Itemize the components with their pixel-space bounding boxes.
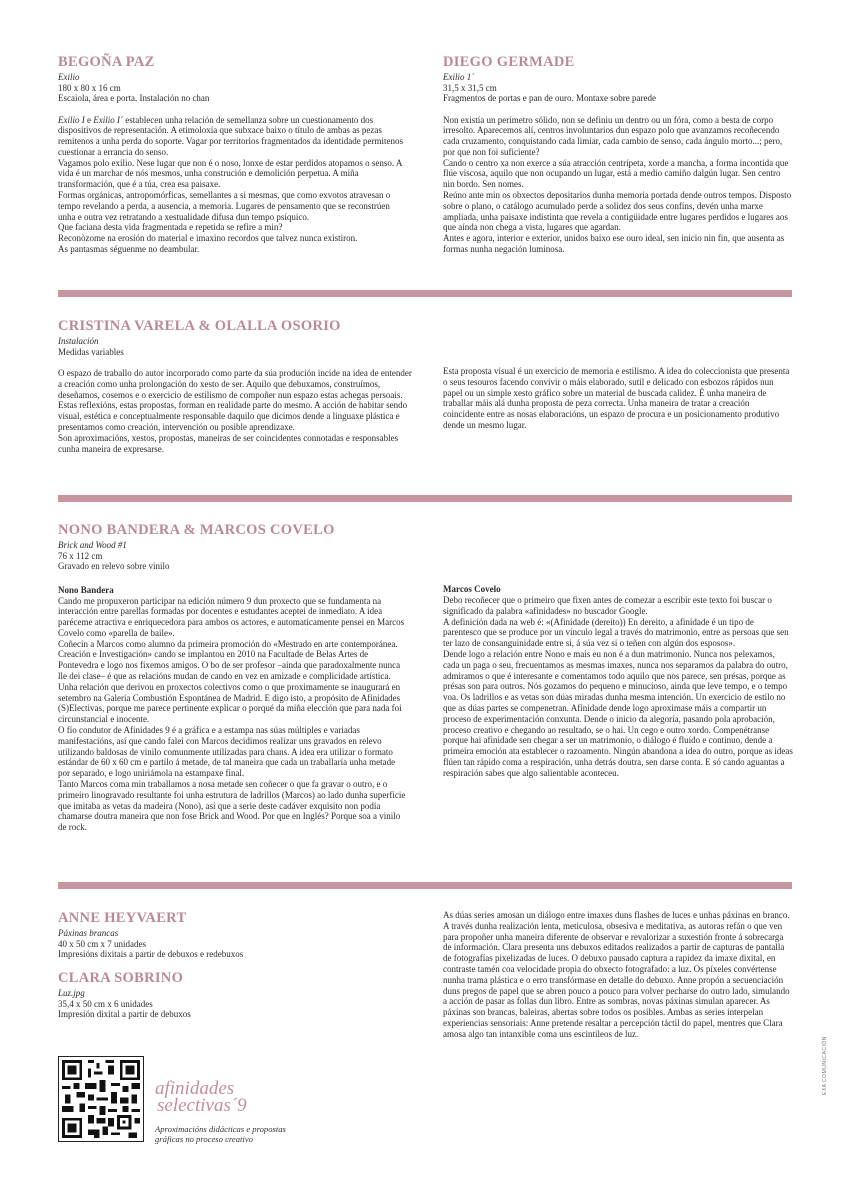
artist-text-right [443,910,793,1040]
artwork-title: Exilio 1´ [443,72,475,82]
logo-line-1: afinidades [155,1078,235,1099]
section-divider [58,882,792,889]
author-subheading: Marcos Covelo [443,584,501,594]
artwork-title: Páxinas brancas [58,928,119,938]
artwork-medium: Impresión dixital a partir de debuxos [58,1009,191,1019]
artwork-medium: Escaiola, área e porta. Instalación no chan [58,93,210,103]
artwork-dimensions: 180 x 80 x 16 cm [58,82,121,93]
artist-text: Esta proposta visual é un exercicio de memoria e estilismo. A idea do coleccionista que presenta o seus tesouros facendo convivir o máis elaborado, sutil e delicado con esbozos rápidos nun papel ou un simple xesto gráfico sobre un material de buscada calidez. É unha maneira de traballar máis alá dunha proposta de peza correcta. Unha maneira de tratar a creación coincidente entre as nosas elaboracións, un espazo de procura e un posicionamento produtivo dende un mesmo lugar. [443,366,790,430]
artwork-dimensions: Medidas variables [58,346,124,357]
artist-name: CRISTINA VARELA & OLALLA OSORIO [58,318,341,334]
section-divider [58,290,792,297]
artwork-dimensions: 76 x 112 cm [58,550,103,561]
artist-name: BEGOÑA PAZ [58,54,155,70]
artist-name: DIEGO GERMADE [443,54,575,70]
artwork-title: Brick and Wood #1 [58,540,127,550]
artist-text: Exilio I e Exilio I´ establecen unha relación de semellanza sobre un cuestionamento dos dispositivos de representación. A etimoloxía que subxace baixo o título de ambas as pezas remitenos a unha perda do soporte. Vagar por territorios fragmentados da identidade permitenos cuestionar a errancia do senso. Vagamos polo exilio. Nese lugar que non é o noso, lonxe de estar perdidos atopamos o senso. A vida é un marchar de nós mesmos, unha construción e demolición perpetua. A miña transformación, que é a túa, crea esa paisaxe. Formas orgánicas, antropomórficas, semellantes a si mesmas, que como exvotos atravesan o tempo revelando a perda, a ausencia, a memoria. Lugares de pensamento que se reconstrúen unha e outra vez retratando a xestualidade difusa dun tempo psíquico. Que faciana desta vida fragmentada e repetida se refire a min? Reconòzome na erosión do material e imaxino recordos que talvez nunca existiron. As pantasmas séguenme no deambular. [58,114,403,255]
artwork-medium: Gravado en relevo sobre vinilo [58,561,170,571]
artist-text: Cando me propuxeron participar na edición número 9 dun proxecto que se fundamenta na interacción entre parellas formadas por docentes e estudantes aceptei de inmediato. A idea parécemе atractiva e enriquecedora para ambos os actores, e automaticamente pensei en Marcos Covelo como «parella de baile». Coñecín a Marcos como alumno da primeira promoción do «Mestrado en arte contemporánea. Creación e Investigación» cando se implantou en 2010 na Facultade de Belas Artes de Pontevedra e logo nos fixemos amigos. O bo de ser profesor –ainda que paradoxalmente nunca lle dei clase– é que as relacións mudan de cando en vez en amizade e complicidade artística. Unha relación que derivou en proxectos colectivos como o que proximamente se inaugurará en setembro na Galería Combustión Espontánea de Madrid. E digo isto, a propósito de Afinidades (S)Electivas, porque me parece pertinente explicar o porqué da miña elección que para nada foi circunstancial e inocente. O fío condutor de Afinidades 9 é a gráfica e a estampa nas súas múltiples e variadas manifestacións, así que cando falei con Marcos decidimos realizar uns gravados en relevo utilizando baldosas de vinilo comunmente utilizadas para chans. A idea era utilizar o formato estándar de 60 x 60 cm e partilo á metade, de tal maneira que cada un traballaría unha metade por separado, e logo uniriámola na estampaxe final. Tanto Marcos coma min traballamos a nosa metade sen coñecer o que fa gravar o outro, e o primeiro linogravado resultante foi unha estrutura de ladrillos (Marcos) ao lado dunha superficie que imitaba as vetas da madeira (Nono), así que a serie deste cadáver exquisito non podía chamarse doutra maneira que non fose Brick and Wood. Por que en Inglés? Porque soa a vinilo de rock. [58,595,406,833]
section-divider [58,495,792,502]
qr-code-icon[interactable] [58,1056,144,1142]
artwork-dimensions: 35,4 x 50 cm x 6 unidades [58,998,153,1009]
artist-block-anne-heyvaert [58,910,418,960]
tagline-line-2: gráficas no proceso creativo [155,1134,253,1144]
artist-block-diego-germade [443,54,793,255]
artist-block-begona-paz [58,54,408,255]
artwork-title: Instalación [58,336,99,346]
artist-text: Non existía un perímetro sólido, non se definiu un dentro ou un fóra, como a besta de corpo irresolto. Aparecemos alí, centros involuntarios dun espazo polo que avanzamos recoñecendo cada cruzamento, conquistando cada limiar, cada cambio de senso, cada ángulo morto...; pero, por que non foi suficiente? Cando o centro xa non exerce a súa atracción centrípeta, xorde a mancha, a forma incontida que flúe viscosa, aquilo que non ocupando un lugar, está a medio camiño dalgún lugar. Sen centro nin bordo. Sen nomes. Reúno ante min os obxectos depositarios dunha memoria portada dende outros tempos. Disposto sobre o plano, o catálogo acumulado perde a solidez dos seus confíns, devén unha marxe ampliada, unha paisaxe indistinta que revela a contigüidade entre lugares perdidos e lugares aos que aínda non chega a vista, lugares que agardan. Antes e agora, interior e exterior, unidos baixo ese ouro ideal, sen inicio nin fin, que ausenta as formas nunha negación luminosa. [443,114,792,255]
artist-text: As dúas series amosan un diálogo entre imaxes duns flashes de luces e unhas páxinas en branco. A través dunha realización lenta, meticulosa, obsesiva e meditativa, as autoras refán o que ven para propoñer unha maneira diferente de observar e revalorizar a suxestión fronte á sobrecarga de información. Clara presenta uns debuxos editados realizados a partir de capturas de pantalla de fotografías pixelizadas de luces. O debuxo pausado captura a rapidez da imaxe dixital, en contraste tamén coa velocidade propia do obxecto fotografado: a luz. Os píxeles convértense nunha trama plástica e o erro transfórmase en detalle do debuxo. Anne propón a secuenciación duns pregos de papel que se abren pouco a pouco para volver pecharse do outro lado, simulando a acción de pasar as follas dun libro. Entre as sombras, novas páxinas simulan aparecer. As páxinas son brancas, baleiras, abertas sobre todos os posibles. Ambas as series interpelan experiencias sensoriais: Anne pretende resaltar a percepción táctil do papel, mentres que Clara amosa algo tan intanxible coma uns escintileos de luz. [443,910,790,1039]
artist-block-bandera-covelo [58,522,408,833]
artwork-dimensions: 31,5 x 31,5 cm [443,82,497,93]
artist-name: NONO BANDERA & MARCOS COVELO [58,522,335,538]
author-subheading: Nono Bandera [58,584,114,595]
artist-text-right [443,366,791,431]
tagline-line-1: Aproximacións didácticas e propostas [155,1124,286,1134]
artwork-title: Luz.jpg [58,988,85,998]
design-credit: EXA COMUNICACIÓN [822,1036,828,1095]
artwork-title: Exilio [58,72,80,82]
afinidades-logo [155,1080,247,1114]
author-block-marcos-covelo [443,584,793,779]
artist-name: CLARA SOBRINO [58,970,184,986]
artist-block-clara-sobrino [58,970,418,1020]
artist-text: Debo recoñecer que o primeiro que fixen antes de comezar a escribir este texto foi buscar o significado da palabra «afinidades» no buscador Google. A definición dada na web é: «(Afinidade (dereito)) En dereito, a afinidade é un tipo de parentesco que se produce por un vínculo legal a través do matrimonio, entre as persoas que sen ter lazo de consanguinidade entre si, á súa vez si o teñen con algún dos esposos». Dende logo a relación entre Nono e mais eu non é a dun matrimonio. Nunca nos pelexamos, cada un paga o seu, frecuentamos as mesmas imaxes, nunca nos separamos da palabra do outro, admiramos o que é interesante e comentamos todo aquilo que nos parece, sen présas, porque as présas son para outros. Nós gozamos do pequeno e minucioso, ainda que leve tempo, e o tempo voa. Os ladrillos e as vetas son dúas miradas dunha mesma intención. Un exercicio de estilo no que as dúas partes se compenetran. Afinidade dende logo aproximase máis a compartir un proceso de experimentación conxunta. Dende o inicio da alegoría, pasando pola aprobación, proceso creativo e chegando ao resultado, se o hai. Un cego e outro xordo. Compenétranse porque hai afinidade sen chegar a ser un matrimonio, o diálogo é fluído e continuo, dende a primeira emoción ata establecer o razoamento. Ningún abandona a idea do outro, porque as ideas flúen tan rápido coma a respiración, unha detrás doutra, sen darse conta. E só cando aguantas a respiración sabes que algo salientable aconteceu. [443,595,793,778]
artist-name: ANNE HEYVAERT [58,910,187,926]
artwork-medium: Fragmentos de portas e pan de ouro. Montaxe sobre parede [443,93,656,103]
artwork-medium: Impresións dixitais a partir de debuxos e redebuxos [58,949,244,959]
logo-line-2: selectivas´9 [157,1095,247,1116]
artist-block-varela-osorio [58,318,418,454]
logo-tagline [155,1124,286,1144]
artwork-dimensions: 40 x 50 cm x 7 unidades [58,938,146,949]
artist-text: O espazo de traballo do autor incorporado como parte da súa produción incide na idea de entender a creación como unha prolongación do xesto de ser. Aquilo que debuxamos, construímos, deseñamos, cosemos e o exercicio de estilismo de compoñer nun espazo estas achegas persoais. Estas reflexións, estas propostas, forman en realidade parte do mesmo. A acción de habitar sendo visual, estética e conceptualmente responsable daquilo que dicimos dende a linguaxe plástica e presentamos como creación, intervención ou posible aprendizaxe. Son aproximacións, xestos, propostas, maneiras de ser coincidentes connotadas e responsables cunha maneira de expresarse. [58,368,412,454]
